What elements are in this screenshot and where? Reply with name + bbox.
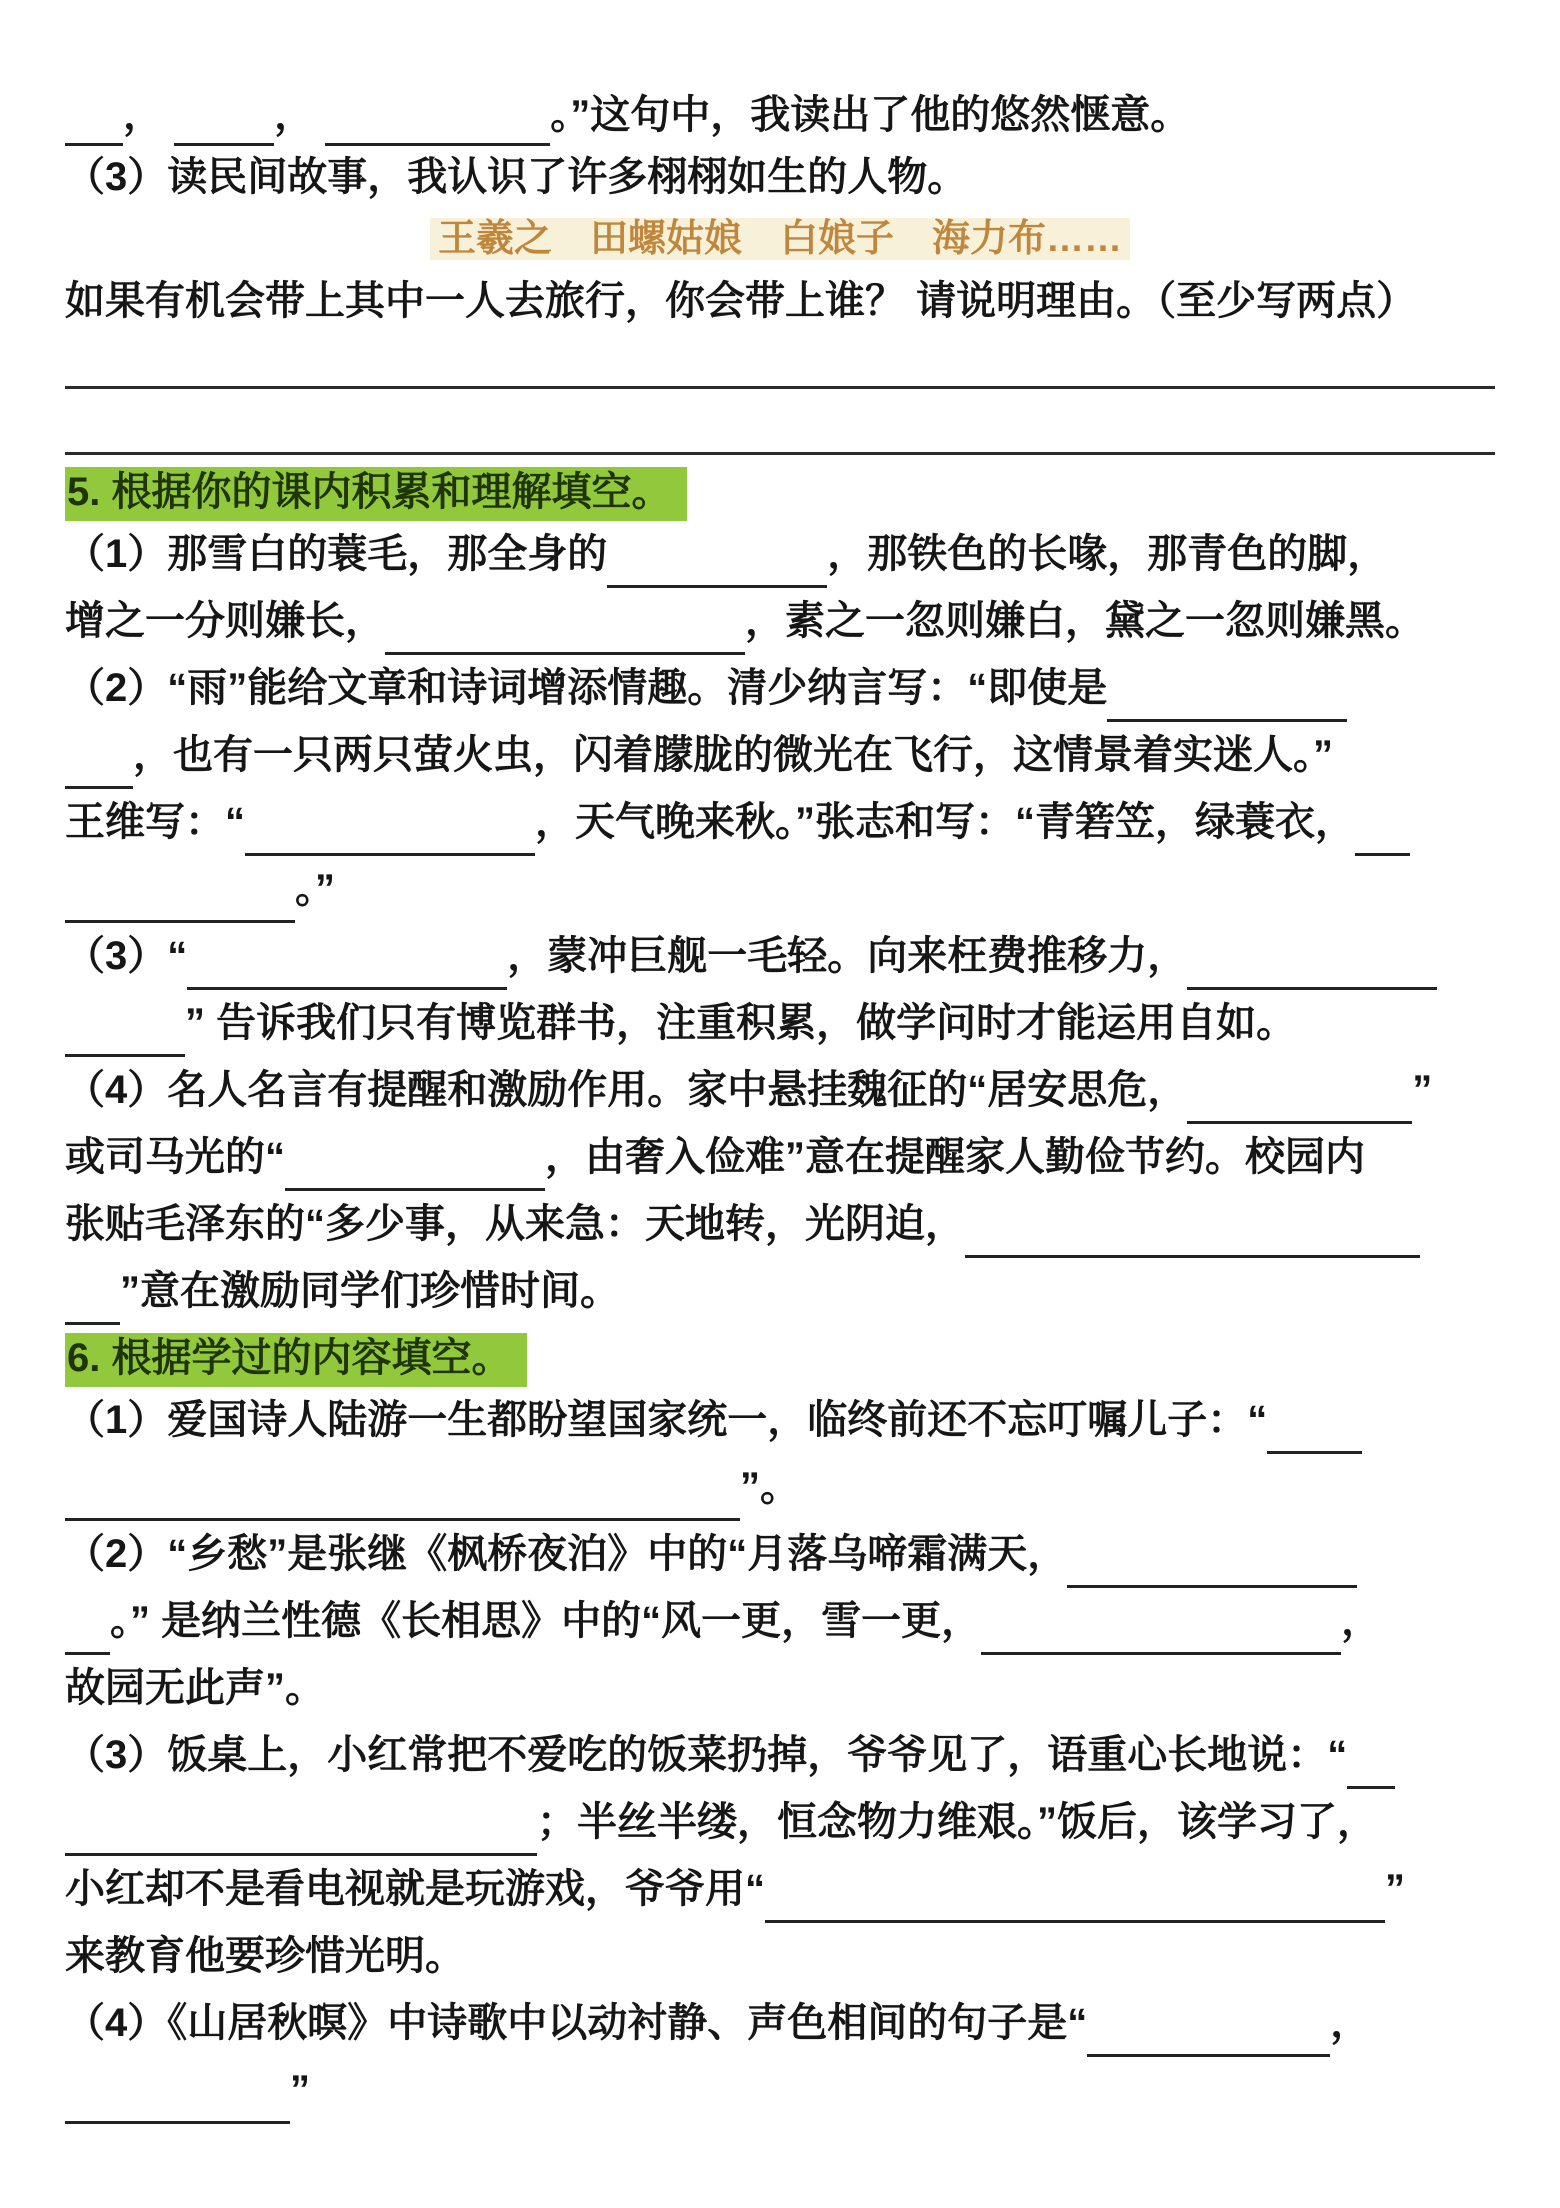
fill-in-blank[interactable] (245, 805, 535, 856)
q6-1-line-1 (65, 1387, 1495, 1454)
text-segment: （3）饭桌上，小红常把不爱吃的饭菜扔掉，爷爷见了，语重心长地说：“ (65, 1733, 1348, 1777)
q6-2-line-3 (65, 1655, 1495, 1722)
fill-in-blank[interactable] (65, 872, 295, 923)
text-segment: ， (1341, 1599, 1382, 1643)
story-names-line (65, 208, 1495, 270)
fill-in-blank[interactable] (65, 95, 123, 146)
q6-3-line-3 (65, 1856, 1495, 1923)
text-segment: （2）“雨”能给文章和诗词增添情趣。清少纳言写：“即使是 (65, 666, 1108, 710)
q5-2-line-3 (65, 789, 1495, 856)
intro-line-blanks (65, 84, 1495, 146)
q5-4-line-2 (65, 1124, 1495, 1191)
text-segment: 如果有机会带上其中一人去旅行，你会带上谁？ 请说明理由。（至少写两点） (65, 279, 1417, 323)
q6-3-line-4 (65, 1923, 1495, 1990)
fill-in-blank[interactable] (981, 1604, 1341, 1655)
text-segment: （1）爱国诗人陆游一生都盼望国家统一，临终前还不忘叮嘱儿子：“ (65, 1398, 1268, 1442)
q6-2-line-1 (65, 1521, 1495, 1588)
section-5-heading: 5. 根据你的课内积累和理解填空。 (65, 467, 687, 521)
q5-2-line-2 (65, 722, 1495, 789)
q6-4-line-1 (65, 1990, 1495, 2057)
text-segment: ” (290, 2068, 310, 2112)
text-segment: 王维写：“ (65, 800, 245, 844)
fill-in-blank[interactable] (65, 1274, 120, 1325)
text-segment: 张贴毛泽东的“多少事，从来急：天地转，光阴迫， (65, 1202, 965, 1246)
text-segment: ，素之一忽则嫌白，黛之一忽则嫌黑。 (745, 599, 1425, 643)
fill-in-blank[interactable] (1267, 1403, 1362, 1454)
fill-in-blank[interactable] (1067, 1537, 1357, 1588)
text-segment: （4）名人名言有提醒和激励作用。家中悬挂魏征的“居安思危， (65, 1068, 1188, 1112)
fill-in-blank[interactable] (285, 1140, 545, 1191)
fill-in-blank[interactable] (385, 604, 745, 655)
answer-line[interactable] (65, 386, 1495, 389)
fill-in-blank[interactable] (1187, 939, 1437, 990)
section-5-heading-row (65, 467, 1495, 521)
q6-3-line-2 (65, 1789, 1495, 1856)
question-3-prompt (65, 146, 1495, 208)
q5-1-line-2 (65, 588, 1495, 655)
text-segment: （3）读民间故事，我认识了许多栩栩如生的人物。 (65, 155, 968, 199)
fill-in-blank[interactable] (65, 1805, 537, 1856)
text-segment: ， (123, 93, 163, 137)
fill-in-blank[interactable] (325, 95, 550, 146)
text-segment: 或司马光的“ (65, 1135, 285, 1179)
text-segment: ” 告诉我们只有博览群书，注重积累，做学问时才能运用自如。 (185, 1001, 1297, 1045)
q6-1-line-2 (65, 1454, 1495, 1521)
fill-in-blank[interactable] (765, 1872, 1385, 1923)
text-segment: ，那铁色的长喙，那青色的脚， (827, 532, 1388, 576)
text-segment: （4）《山居秋暝》中诗歌中以动衬静、声色相间的句子是“ (65, 2001, 1088, 2045)
q5-4-line-1 (65, 1057, 1495, 1124)
text-segment: 小红却不是看电视就是玩游戏，爷爷用“ (65, 1867, 765, 1911)
travel-question (65, 270, 1495, 332)
section-6-heading: 6. 根据学过的内容填空。 (65, 1333, 527, 1387)
text-segment: ， (1330, 2001, 1371, 2045)
text-segment: 。”这句中，我读出了他的悠然惬意。 (550, 93, 1191, 137)
q6-3-line-1 (65, 1722, 1495, 1789)
text-segment: （1）那雪白的蓑毛，那全身的 (65, 532, 608, 576)
fill-in-blank[interactable] (1107, 671, 1347, 722)
fill-in-blank[interactable] (65, 738, 133, 789)
fill-in-blank[interactable] (1087, 2006, 1330, 2057)
q5-2-line-1 (65, 655, 1495, 722)
fill-in-blank[interactable] (965, 1207, 1420, 1258)
q6-2-line-2 (65, 1588, 1495, 1655)
text-segment: 故园无此声”。 (65, 1666, 325, 1710)
fill-in-blank[interactable] (187, 939, 507, 990)
fill-in-blank[interactable] (65, 1006, 185, 1057)
answer-line[interactable] (65, 452, 1495, 455)
text-segment: ，天气晚来秋。”张志和写：“青箬笠，绿蓑衣， (535, 800, 1355, 844)
q5-3-line-1 (65, 923, 1495, 990)
text-segment: 增之一分则嫌长， (65, 599, 385, 643)
q5-4-line-3 (65, 1191, 1495, 1258)
text-segment: ， (274, 93, 315, 137)
fill-in-blank[interactable] (65, 1470, 740, 1521)
text-segment: ” (1385, 1867, 1405, 1911)
q5-3-line-2 (65, 990, 1495, 1057)
text-segment: （3）“ (65, 934, 188, 978)
text-segment: 来教育他要珍惜光明。 (65, 1934, 465, 1978)
text-segment: ，由奢入俭难”意在提醒家人勤俭节约。校园内 (545, 1135, 1365, 1179)
text-segment: ”。 (740, 1465, 800, 1509)
section-6-heading-row (65, 1333, 1495, 1387)
fill-in-blank[interactable] (1347, 1738, 1395, 1789)
q6-4-line-2 (65, 2057, 1495, 2124)
q5-4-line-4 (65, 1258, 1495, 1325)
story-names: 王羲之 田螺姑娘 白娘子 海力布…… (430, 218, 1130, 260)
fill-in-blank[interactable] (1187, 1073, 1412, 1124)
fill-in-blank[interactable] (1355, 805, 1410, 856)
fill-in-blank[interactable] (65, 1604, 110, 1655)
text-segment: ，蒙冲巨舰一毛轻。向来枉费推移力， (507, 934, 1188, 978)
fill-in-blank[interactable] (607, 537, 827, 588)
text-segment: ；半丝半缕，恒念物力维艰。”饭后，该学习了， (537, 1800, 1377, 1844)
text-segment: 。” (295, 867, 335, 911)
q5-1-line-1 (65, 521, 1495, 588)
text-segment: ，也有一只两只萤火虫，闪着朦胧的微光在飞行，这情景着实迷人。” (133, 733, 1333, 777)
text-segment: ”意在激励同学们珍惜时间。 (120, 1269, 620, 1313)
fill-in-blank[interactable] (174, 95, 274, 146)
text-segment: （2）“乡愁”是张继《枫桥夜泊》中的“月落乌啼霜满天， (65, 1532, 1068, 1576)
fill-in-blank[interactable] (65, 2073, 290, 2124)
q5-2-line-4 (65, 856, 1495, 923)
text-segment: 。” 是纳兰性德《长相思》中的“风一更，雪一更， (110, 1599, 982, 1643)
text-segment: ” (1412, 1068, 1433, 1112)
